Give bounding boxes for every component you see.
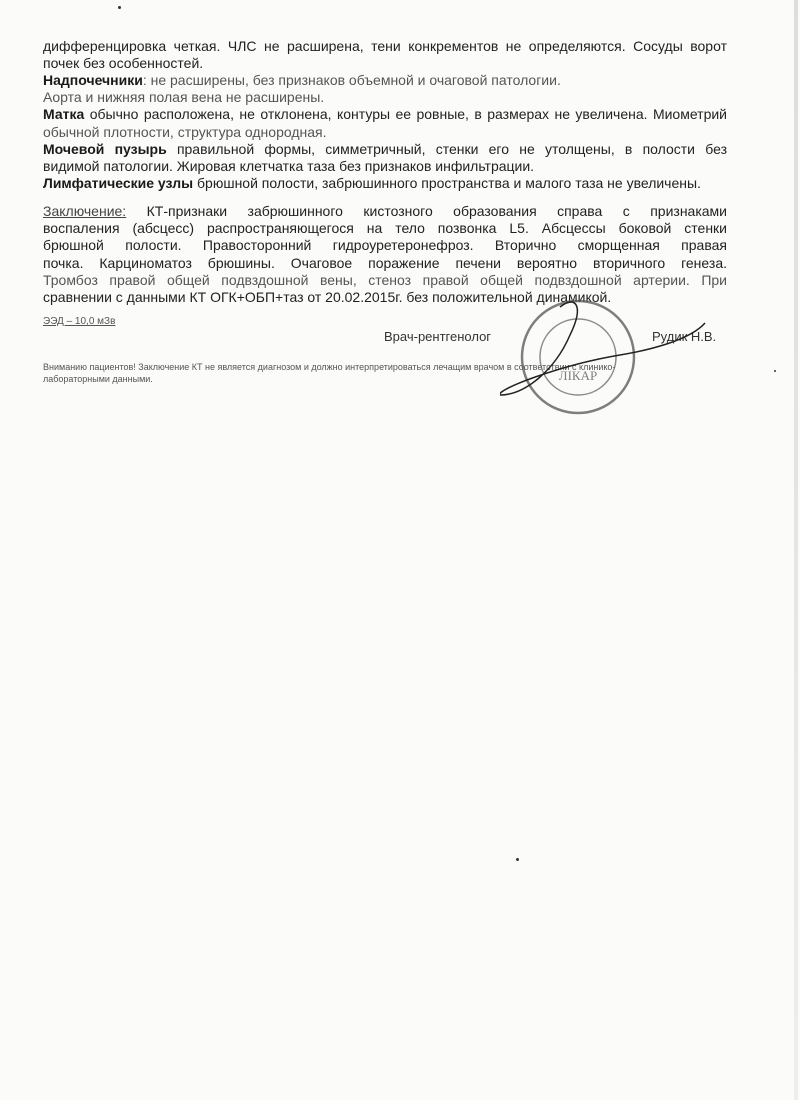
findings-line: видимой патологии. Жировая клетчатка таза без признаков инфильтрации. [43, 158, 535, 174]
term: Матка [43, 106, 85, 122]
conclusion-label: Заключение: [43, 203, 127, 219]
term: Надпочечники [43, 72, 143, 88]
scan-speck [118, 6, 121, 9]
signature-role: Врач-рентгенолог [384, 329, 492, 344]
conclusion-line [43, 203, 727, 220]
findings-line: обычной плотности, структура однородная. [43, 124, 327, 140]
stamp-icon [522, 301, 634, 413]
term: Лимфатические узлы [43, 175, 194, 191]
findings-line: дифференцировка четкая. ЧЛС не расширена, тени конкрементов не определяются. Сосуды ворот [43, 38, 727, 54]
term: Мочевой пузырь [43, 141, 167, 157]
findings-line: почек без особенностей. [43, 55, 204, 71]
findings-line [43, 141, 727, 158]
findings-line [43, 106, 727, 123]
text: брюшной полости, забрюшинного пространства и малого таза не увеличены. [193, 175, 701, 191]
text: правильной формы, симметричный, стенки его не утолщены, в полости без [166, 141, 727, 157]
stamp-and-signature [500, 295, 710, 430]
findings-line [43, 175, 727, 192]
effective-dose: ЭЭД – 10,0 мЗв [43, 316, 116, 327]
stamp-center-text: ЛІКАР [558, 368, 598, 383]
text: обычно расположена, не отклонена, контуры ее ровные, в размерах не увеличена. Миометрий [84, 106, 727, 122]
scan-speck [774, 370, 776, 372]
scan-speck [516, 858, 519, 861]
signature-name: Рудик Н.В. [652, 329, 717, 344]
scan-edge [794, 0, 798, 1100]
conclusion-line: Тромбоз правой общей подвздошной вены, стеноз правой общей подвздошной артерии. При [43, 272, 727, 288]
notice-line: Вниманию пациентов! Заключение КТ не является диагнозом и должно интерпретироваться лечащим врачом в соответствии с клинико- [43, 362, 616, 372]
findings-line [43, 72, 727, 89]
signature-scribble [500, 302, 705, 395]
conclusion-line: воспаления (абсцесс) распространяющегося на тело позвонка L5. Абсцессы боковой стенки [43, 220, 727, 236]
findings-line: Аорта и нижняя полая вена не расширены. [43, 89, 325, 105]
conclusion-line: сравнении с данными КТ ОГК+ОБП+таз от 20.02.2015г. без положительной динамикой. [43, 289, 612, 305]
text: : не расширены, без признаков объемной и очаговой патологии. [142, 72, 561, 88]
notice-line: лабораторными данными. [43, 374, 153, 384]
conclusion-line: брюшной полости. Правосторонний гидроуретеронефроз. Вторично сморщенная правая [43, 237, 727, 253]
text: КТ-признаки забрюшинного кистозного образования справа с признаками [126, 203, 727, 219]
conclusion-line: почка. Карциноматоз брюшины. Очаговое поражение печени вероятно вторичного генеза. [43, 255, 727, 271]
